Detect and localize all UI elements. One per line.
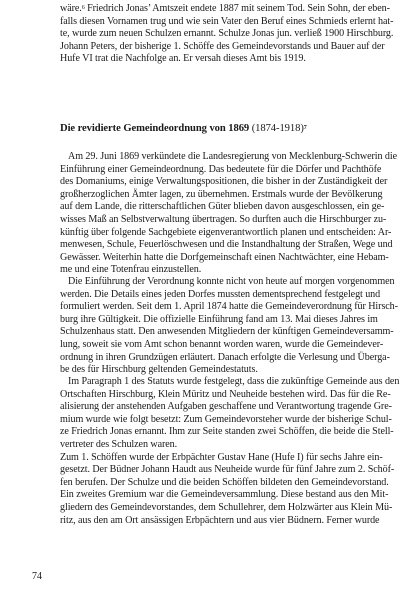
text-line: Schulzenhaus statt. Den anwesenden Mitgliedern der künftigen Gemeindeversamm- <box>60 326 394 338</box>
text-line: wisses Maß an Selbstverwaltung übertragen. So durften auch die Hirschburger zu- <box>60 213 387 225</box>
text-line: ze Friedrich Jonas ernannt. Ihm zur Seite standen zwei Schöffen, die beide die Stell- <box>60 426 394 438</box>
paragraph-gemeindeordnung <box>60 151 397 277</box>
text-line: falls diesen Vornamen trug und wie sein Vater den Beruf eines Schmieds erlernt hat- <box>60 15 394 27</box>
text-line: be des für Hirschburg geltenden Gemeindestatuts. <box>60 364 258 376</box>
text-line: Im Paragraph 1 des Statuts wurde festgelegt, dass die zukünftige Gemeinde aus den <box>68 376 400 387</box>
text-line: Ein zweites Gremium war die Gemeindeversammlung. Diese bestand aus den Mit- <box>60 489 389 501</box>
paragraph-einfuehrung <box>60 276 398 377</box>
text-line: künftig über folgende Sachgebiete eigenverantwortlich planen und entscheiden: Ar- <box>60 226 392 238</box>
text-line: wäre.$^6$ Friedrich Jonas’ Amtszeit endete 1887 mit seinem Tod. Sein Sohn, der eben- <box>60 3 390 14</box>
section-title: Die revidierte Gemeindeordnung von 1869 <box>60 123 250 134</box>
text-line: großherzoglichen Ämter lagen, zu übernehmen. Erstmals wurde der Bevölkerung <box>60 188 383 200</box>
text-line: Johann Peters, der bisherige 1. Schöffe des Gemeindevorstands und Bauer auf der <box>60 40 385 52</box>
text-line: ritz, aus den am Ort ansässigen Erbpächtern und aus vier Büdnern. Ferner wurde <box>60 514 380 526</box>
text-line: werden. Die Details eines jeden Dorfes mussten dementsprechend festgelegt und <box>60 288 381 300</box>
footnote-marker: 7 <box>303 125 307 131</box>
text-line: ordnung in ihren Grundzügen erläutert. Danach erfolgte die Verlesung und Überga- <box>60 351 390 363</box>
text-line: Hufe VI trat die Nachfolge an. Er versah dieses Amt bis 1919. <box>60 53 306 65</box>
text-line: Die Einführung der Verordnung konnte nicht von heute auf morgen vorgenommen <box>68 276 395 287</box>
text-line: mium wurde wie folgt besetzt: Zum Gemeindevorsteher wurde der bisherige Schul- <box>60 413 392 425</box>
text-line: gesetzt. Der Büdner Johann Haudt aus Neuheide wurde für fünf Jahre zum 2. Schöf- <box>60 464 395 476</box>
text-line: Zum 1. Schöffen wurde der Erbpächter Gustav Hane (Hufe I) für sechs Jahre ein- <box>60 451 383 463</box>
section-heading <box>60 123 357 136</box>
footnote-marker: 6 <box>81 5 85 11</box>
page-number: 74 <box>32 571 42 582</box>
paragraph-statut <box>60 376 400 527</box>
text-line: Am 29. Juni 1869 verkündete die Landesregierung von Mecklenburg-Schwerin die <box>68 151 397 162</box>
text-line: Ortschaften Hirschburg, Klein Müritz und Neuheide bestehen wird. Das für die Re- <box>60 388 391 400</box>
section-years: (1874-1918) <box>251 123 304 134</box>
text-line: te, wurde zum neuen Schulzen ernannt. Schulze Jonas jun. verließ 1900 Hirschburg. <box>60 28 394 40</box>
text-line: Einführung einer Gemeindeordnung. Das bedeutete für die Dörfer und Pachthöfe <box>60 163 382 175</box>
text-line: formuliert werden. Seit dem 1. April 1874 hatte die Gemeindeverordnung für Hirsch- <box>60 301 398 313</box>
text-line: lung, soweit sie vom Amt schon benannt worden waren, wurde die Gemeindever- <box>60 338 384 350</box>
text-line: auf dem Lande, die ritterschaftlichen Güter blieben davon ausgeschlossen, ein ge- <box>60 201 385 213</box>
text-line: gliedern des Gemeindevorstandes, dem Schullehrer, dem Holzwärter aus Klein Mü- <box>60 501 393 513</box>
text-line: me und eine Totenfrau einzustellen. <box>60 264 202 276</box>
intro-paragraph <box>60 3 394 66</box>
text-line: fen berufen. Der Schulze und die beiden Schöffen bildeten den Gemeindevorstand. <box>60 476 389 488</box>
text-line: vertreter des Schulzen waren. <box>60 438 178 450</box>
text-line: burg ihre Gültigkeit. Die offizielle Einführung fand am 13. Mai dieses Jahres im <box>60 313 378 325</box>
text-line: alisierung der anstehenden Aufgaben geschaffene und Verantwortung tragende Gre- <box>60 401 392 413</box>
text-line: menwesen, Schule, Feuerlöschwesen und die Instandhaltung der Straßen, Wege und <box>60 239 393 251</box>
text-line: Gewässer. Weiterhin hatte die Dorfgemeinschaft einen Nachtwächter, eine Hebam- <box>60 251 389 263</box>
text-line: des Domaniums, einige Verwaltungspositionen, die bisher in der Zuständigkeit der <box>60 176 388 188</box>
